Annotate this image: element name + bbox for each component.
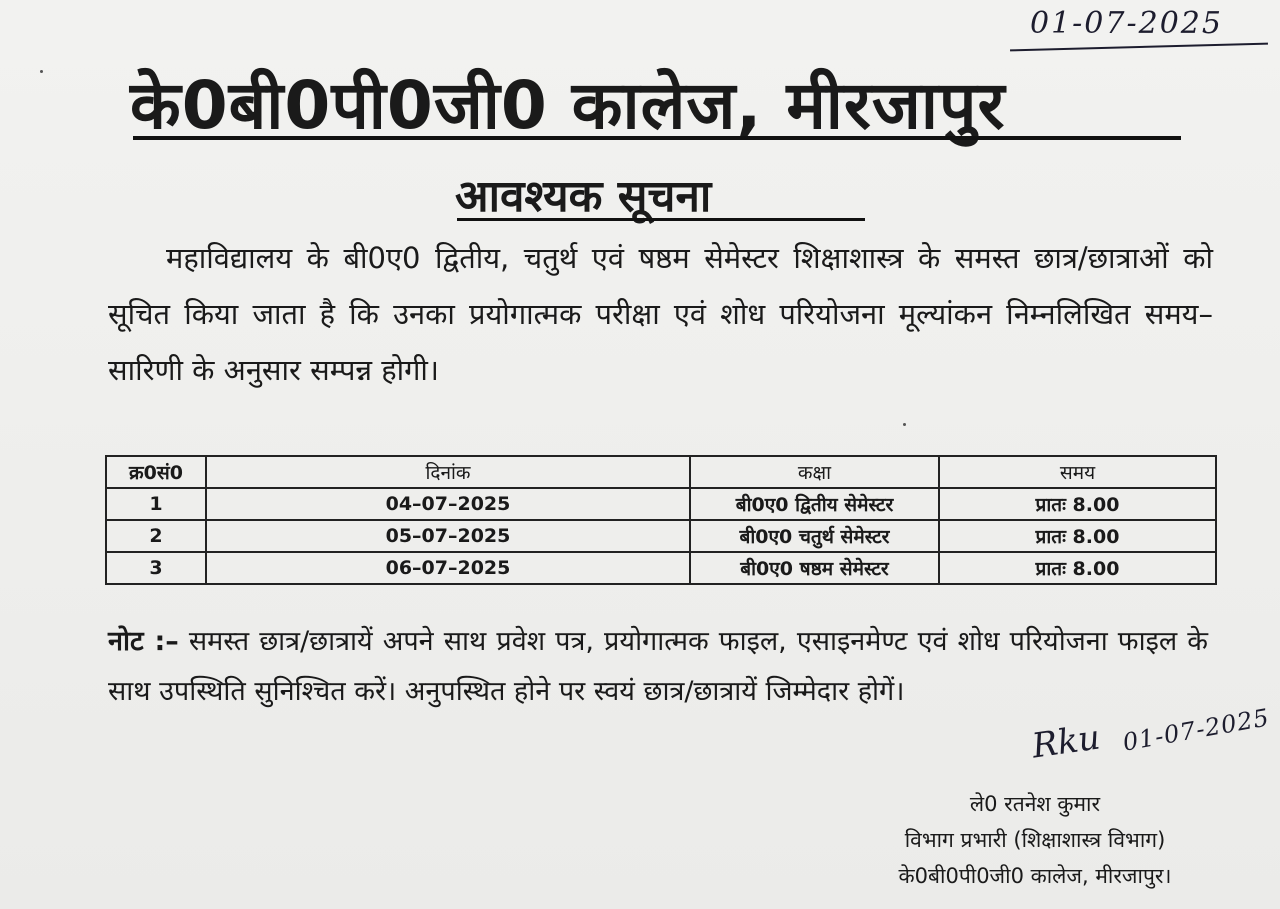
table-header-row bbox=[106, 456, 1216, 488]
header-class: कक्षा bbox=[690, 456, 939, 488]
notice-body: महाविद्यालय के बी0ए0 द्वितीय, चतुर्थ एवं षष्ठम सेमेस्टर शिक्षाशास्त्र के समस्त छात्र/छात्राओं को सूचित किया जाता है कि उनका प्रयोगात्मक परीक्षा एवं शोध परियोजना मूल्यांकन निम्नलिखित समय–सारिणी के अनुसार सम्पन्न होगी। bbox=[108, 241, 1213, 387]
signatory-name: ले0 रतनेश कुमार bbox=[969, 792, 1101, 816]
schedule-table bbox=[105, 455, 1217, 585]
cell-date: 06–07–2025 bbox=[206, 552, 690, 584]
cell-date: 05–07–2025 bbox=[206, 520, 690, 552]
cell-date: 04–07–2025 bbox=[206, 488, 690, 520]
paper-speck bbox=[40, 70, 43, 73]
signatory-institution: के0बी0पी0जी0 कालेज, मीरजापुर। bbox=[898, 864, 1172, 888]
cell-class: बी0ए0 षष्ठम सेमेस्टर bbox=[690, 552, 939, 584]
cell-serial: 1 bbox=[106, 488, 206, 520]
note-text: समस्त छात्र/छात्रायें अपने साथ प्रवेश पत्र, प्रयोगात्मक फाइल, एसाइनमेण्ट एवं शोध परियोजना फाइल के साथ उपस्थिति सुनिश्चित करें। अनुपस्थित होने पर स्वयं छात्र/छात्रायें जिम्मेदार होगें। bbox=[108, 626, 1208, 707]
cell-serial: 2 bbox=[106, 520, 206, 552]
cell-time: प्रातः 8.00 bbox=[939, 520, 1216, 552]
table-row bbox=[106, 520, 1216, 552]
handwritten-date: 01-07-2025 bbox=[1030, 6, 1223, 41]
header-date: दिनांक bbox=[206, 456, 690, 488]
cell-time: प्रातः 8.00 bbox=[939, 552, 1216, 584]
cell-class: बी0ए0 द्वितीय सेमेस्टर bbox=[690, 488, 939, 520]
cell-serial: 3 bbox=[106, 552, 206, 584]
paper-speck bbox=[903, 423, 906, 426]
header-time: समय bbox=[939, 456, 1216, 488]
cell-time: प्रातः 8.00 bbox=[939, 488, 1216, 520]
date-underline bbox=[1010, 43, 1268, 52]
signatory-designation: विभाग प्रभारी (शिक्षाशास्त्र विभाग) bbox=[904, 828, 1166, 852]
header-serial: क्र0सं0 bbox=[106, 456, 206, 488]
table-row bbox=[106, 552, 1216, 584]
notice-heading: आवश्यक सूचना bbox=[455, 171, 712, 222]
signature-mark: Rku bbox=[1029, 717, 1103, 767]
note-label: नोट :– bbox=[108, 626, 179, 657]
signatory-block bbox=[865, 786, 1205, 894]
cell-class: बी0ए0 चतुर्थ सेमेस्टर bbox=[690, 520, 939, 552]
table-row bbox=[106, 488, 1216, 520]
heading-underline bbox=[457, 218, 865, 221]
title-underline bbox=[133, 136, 1181, 140]
signature-date: 01-07-2025 bbox=[1120, 703, 1272, 757]
college-title: के0बी0पी0जी0 कालेज, मीरजापुर bbox=[130, 67, 1006, 144]
note-paragraph bbox=[108, 617, 1208, 717]
